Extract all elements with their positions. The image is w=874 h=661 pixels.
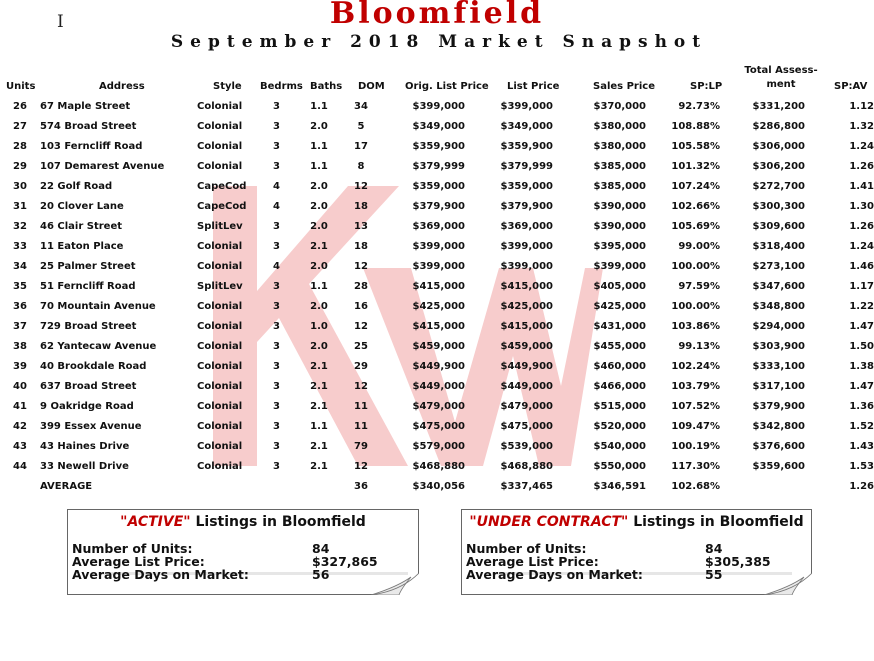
active-listings-panel — [67, 509, 419, 595]
cell-sp-av: 1.17 — [849, 280, 874, 292]
cell-address: 43 Haines Drive — [40, 440, 130, 452]
cell-sp-av: 1.47 — [849, 320, 874, 332]
cell-unit: 37 — [13, 320, 27, 332]
cell-sp-av: 1.47 — [849, 380, 874, 392]
table-row — [0, 416, 874, 436]
cell-dom: 8 — [357, 160, 365, 172]
cell-bedrooms: 3 — [273, 320, 280, 332]
page-curl-icon — [371, 573, 419, 595]
cell-total-assessment: $317,100 — [752, 380, 805, 392]
cell-sp-lp: 107.24% — [671, 180, 720, 192]
cell-sales-price: $466,000 — [593, 380, 646, 392]
cell-bedrooms: 3 — [273, 220, 280, 232]
cell-orig-list-price: $379,900 — [412, 200, 465, 212]
cell-sp-av: 1.41 — [849, 180, 874, 192]
cell-address: 25 Palmer Street — [40, 260, 136, 272]
table-row — [0, 96, 874, 116]
cell-bedrooms: 3 — [273, 280, 280, 292]
cell-dom: 29 — [354, 360, 368, 372]
col-header-orig-list-price: Orig. List Price — [405, 81, 489, 92]
cell-address: 574 Broad Street — [40, 120, 137, 132]
cell-sp-lp: 107.52% — [671, 400, 720, 412]
cell-sp-av: 1.12 — [849, 100, 874, 112]
cell-baths: 1.1 — [310, 100, 328, 112]
col-header-address: Address — [99, 81, 145, 92]
table-row — [0, 176, 874, 196]
cell-total-assessment: $300,300 — [752, 200, 805, 212]
cell-baths: 1.0 — [310, 320, 328, 332]
cell-sp-av: 1.32 — [849, 120, 874, 132]
col-header-list-price: List Price — [507, 81, 560, 92]
cell-sp-av: 1.52 — [849, 420, 874, 432]
cell-orig-list-price: $379,999 — [412, 160, 465, 172]
cell-style: Colonial — [197, 260, 243, 272]
cell-unit: 44 — [13, 460, 27, 472]
cell-unit: 42 — [13, 420, 27, 432]
cell-orig-list-price: $479,000 — [412, 400, 465, 412]
cell-orig-list-price: $475,000 — [412, 420, 465, 432]
cell-bedrooms: 4 — [273, 200, 280, 212]
active-panel-title-emphasis: "ACTIVE" — [120, 514, 191, 530]
cell-orig-list-price: $459,000 — [412, 340, 465, 352]
cell-unit: 28 — [13, 140, 27, 152]
cell-address: 51 Ferncliff Road — [40, 280, 136, 292]
cell-address: 46 Clair Street — [40, 220, 123, 232]
cell-sp-lp: 105.58% — [671, 140, 720, 152]
cell-unit: 35 — [13, 280, 27, 292]
cell-total-assessment: $294,000 — [752, 320, 805, 332]
active-units-label: Number of Units: — [72, 541, 193, 556]
active-avg-dom-value: 56 — [312, 567, 330, 582]
cell-bedrooms: 3 — [273, 420, 280, 432]
cell-dom: 18 — [354, 240, 368, 252]
cell-sp-lp: 100.19% — [671, 440, 720, 452]
cell-style: CapeCod — [197, 180, 247, 192]
cell-sp-av: 1.53 — [849, 460, 874, 472]
cell-baths: 1.1 — [310, 160, 328, 172]
cell-sp-lp: 103.79% — [671, 380, 720, 392]
cell-list-price: $449,900 — [500, 360, 553, 372]
cell-address: 62 Yantecaw Avenue — [40, 340, 157, 352]
cell-list-price: $475,000 — [500, 420, 553, 432]
cell-sales-price: $460,000 — [593, 360, 646, 372]
table-row — [0, 316, 874, 336]
cell-address: 107 Demarest Avenue — [40, 160, 165, 172]
cell-total-assessment: $342,800 — [752, 420, 805, 432]
cell-unit: 26 — [13, 100, 27, 112]
cell-sp-av: 1.36 — [849, 400, 874, 412]
col-header-sales-price: Sales Price — [593, 81, 655, 92]
cell-address: 11 Eaton Place — [40, 240, 124, 252]
cell-bedrooms: 3 — [273, 140, 280, 152]
col-header-baths: Baths — [310, 81, 343, 92]
cell-sp-av: 1.46 — [849, 260, 874, 272]
text-cursor-icon: I — [57, 12, 64, 32]
cell-baths: 2.0 — [310, 340, 328, 352]
cell-address: 67 Maple Street — [40, 100, 131, 112]
cell-baths: 2.1 — [310, 360, 328, 372]
cell-dom: 16 — [354, 300, 368, 312]
cell-orig-list-price: $359,900 — [412, 140, 465, 152]
cell-sp-av: 1.30 — [849, 200, 874, 212]
cell-list-price: $399,000 — [500, 100, 553, 112]
cell-list-price: $359,000 — [500, 180, 553, 192]
cell-sales-price: $515,000 — [593, 400, 646, 412]
cell-style: Colonial — [197, 120, 243, 132]
cell-style: SplitLev — [197, 220, 243, 232]
cell-sales-price: $455,000 — [593, 340, 646, 352]
average-list-price: $337,465 — [500, 480, 553, 492]
cell-address: 637 Broad Street — [40, 380, 137, 392]
cell-total-assessment: $309,600 — [752, 220, 805, 232]
table-row — [0, 196, 874, 216]
cell-unit: 31 — [13, 200, 27, 212]
table-row — [0, 136, 874, 156]
cell-total-assessment: $359,600 — [752, 460, 805, 472]
cell-orig-list-price: $579,000 — [412, 440, 465, 452]
table-row — [0, 336, 874, 356]
col-header-style: Style — [213, 81, 242, 92]
cell-baths: 1.1 — [310, 420, 328, 432]
cell-sp-lp: 108.88% — [671, 120, 720, 132]
cell-dom: 25 — [354, 340, 368, 352]
table-row — [0, 296, 874, 316]
table-row — [0, 276, 874, 296]
cell-style: Colonial — [197, 440, 243, 452]
cell-sp-av: 1.43 — [849, 440, 874, 452]
cell-address: 70 Mountain Avenue — [40, 300, 156, 312]
cell-style: CapeCod — [197, 200, 247, 212]
cell-style: Colonial — [197, 300, 243, 312]
contract-panel-title-text: Listings in Bloomfield — [628, 514, 804, 530]
col-header-total-assessment-line1: Total Assess- — [744, 65, 818, 76]
cell-list-price: $539,000 — [500, 440, 553, 452]
cell-baths: 2.1 — [310, 460, 328, 472]
cell-unit: 39 — [13, 360, 27, 372]
average-label: AVERAGE — [40, 480, 93, 492]
active-avg-price-label: Average List Price: — [72, 554, 205, 569]
average-row — [0, 476, 874, 496]
cell-list-price: $479,000 — [500, 400, 553, 412]
cell-sp-lp: 103.86% — [671, 320, 720, 332]
cell-dom: 28 — [354, 280, 368, 292]
cell-total-assessment: $348,800 — [752, 300, 805, 312]
cell-orig-list-price: $468,880 — [412, 460, 465, 472]
cell-sp-av: 1.24 — [849, 240, 874, 252]
cell-dom: 12 — [354, 460, 368, 472]
table-row — [0, 256, 874, 276]
cell-style: Colonial — [197, 400, 243, 412]
cell-sales-price: $380,000 — [593, 140, 646, 152]
cell-unit: 36 — [13, 300, 27, 312]
cell-total-assessment: $303,900 — [752, 340, 805, 352]
cell-bedrooms: 4 — [273, 260, 280, 272]
table-row — [0, 436, 874, 456]
cell-sales-price: $425,000 — [593, 300, 646, 312]
cell-style: Colonial — [197, 460, 243, 472]
cell-address: 33 Newell Drive — [40, 460, 129, 472]
cell-dom: 5 — [357, 120, 365, 132]
contract-avg-price-value: $305,385 — [705, 554, 771, 569]
cell-dom: 12 — [354, 380, 368, 392]
cell-unit: 34 — [13, 260, 27, 272]
cell-total-assessment: $273,100 — [752, 260, 805, 272]
table-row — [0, 456, 874, 476]
cell-sp-av: 1.26 — [849, 160, 874, 172]
page-title: Bloomfield — [329, 0, 545, 31]
cell-style: Colonial — [197, 380, 243, 392]
cell-sales-price: $395,000 — [593, 240, 646, 252]
cell-list-price: $379,900 — [500, 200, 553, 212]
cell-orig-list-price: $425,000 — [412, 300, 465, 312]
average-cell-empty — [0, 476, 40, 496]
cell-sp-lp: 100.00% — [671, 260, 720, 272]
cell-list-price: $415,000 — [500, 280, 553, 292]
cell-total-assessment: $286,800 — [752, 120, 805, 132]
cell-dom: 11 — [354, 420, 368, 432]
cell-sp-av: 1.50 — [849, 340, 874, 352]
cell-sales-price: $380,000 — [593, 120, 646, 132]
average-sp-lp: 102.68% — [671, 480, 720, 492]
cell-style: Colonial — [197, 420, 243, 432]
cell-sales-price: $390,000 — [593, 220, 646, 232]
cell-unit: 43 — [13, 440, 27, 452]
cell-orig-list-price: $415,000 — [412, 320, 465, 332]
cell-dom: 34 — [354, 100, 368, 112]
active-avg-price-value: $327,865 — [312, 554, 378, 569]
cell-bedrooms: 3 — [273, 120, 280, 132]
cell-dom: 12 — [354, 260, 368, 272]
cell-style: Colonial — [197, 340, 243, 352]
col-header-total-assessment — [736, 64, 826, 92]
cell-orig-list-price: $369,000 — [412, 220, 465, 232]
cell-unit: 40 — [13, 380, 27, 392]
cell-style: Colonial — [197, 360, 243, 372]
cell-bedrooms: 3 — [273, 360, 280, 372]
cell-baths: 2.0 — [310, 120, 328, 132]
cell-bedrooms: 3 — [273, 160, 280, 172]
cell-baths: 2.0 — [310, 260, 328, 272]
cell-list-price: $379,999 — [500, 160, 553, 172]
cell-unit: 41 — [13, 400, 27, 412]
cell-total-assessment: $347,600 — [752, 280, 805, 292]
cell-total-assessment: $331,200 — [752, 100, 805, 112]
cell-baths: 2.1 — [310, 400, 328, 412]
page-curl-icon — [764, 573, 812, 595]
contract-avg-dom-label: Average Days on Market: — [466, 567, 643, 582]
cell-sales-price: $385,000 — [593, 160, 646, 172]
cell-sp-lp: 97.59% — [678, 280, 720, 292]
cell-address: 9 Oakridge Road — [40, 400, 134, 412]
cell-unit: 32 — [13, 220, 27, 232]
cell-total-assessment: $318,400 — [752, 240, 805, 252]
average-orig-list-price: $340,056 — [412, 480, 465, 492]
table-row — [0, 216, 874, 236]
cell-bedrooms: 3 — [273, 240, 280, 252]
contract-panel-title-emphasis: "UNDER CONTRACT" — [469, 514, 629, 530]
active-units-value: 84 — [312, 541, 330, 556]
cell-style: Colonial — [197, 160, 243, 172]
cell-total-assessment: $306,000 — [752, 140, 805, 152]
cell-baths: 2.0 — [310, 200, 328, 212]
cell-total-assessment: $379,900 — [752, 400, 805, 412]
cell-baths: 2.1 — [310, 380, 328, 392]
cell-dom: 79 — [354, 440, 368, 452]
under-contract-panel — [461, 509, 812, 595]
col-header-sp-lp: SP:LP — [690, 81, 723, 92]
cell-sp-lp: 117.30% — [671, 460, 720, 472]
cell-style: SplitLev — [197, 280, 243, 292]
cell-bedrooms: 4 — [273, 180, 280, 192]
cell-sp-lp: 100.00% — [671, 300, 720, 312]
cell-list-price: $468,880 — [500, 460, 553, 472]
cell-bedrooms: 3 — [273, 400, 280, 412]
cell-orig-list-price: $449,900 — [412, 360, 465, 372]
average-dom: 36 — [354, 480, 368, 492]
cell-list-price: $349,000 — [500, 120, 553, 132]
table-row — [0, 116, 874, 136]
cell-orig-list-price: $415,000 — [412, 280, 465, 292]
cell-style: Colonial — [197, 140, 243, 152]
cell-dom: 13 — [354, 220, 368, 232]
cell-unit: 27 — [13, 120, 27, 132]
cell-orig-list-price: $449,000 — [412, 380, 465, 392]
cell-list-price: $459,000 — [500, 340, 553, 352]
average-sales-price: $346,591 — [593, 480, 646, 492]
cell-bedrooms: 3 — [273, 340, 280, 352]
cell-sp-av: 1.22 — [849, 300, 874, 312]
cell-sp-lp: 105.69% — [671, 220, 720, 232]
cell-sp-lp: 109.47% — [671, 420, 720, 432]
col-header-sp-av: SP:AV — [834, 81, 868, 92]
cell-sp-lp: 99.00% — [678, 240, 720, 252]
cell-sp-lp: 101.32% — [671, 160, 720, 172]
cell-address: 729 Broad Street — [40, 320, 137, 332]
cell-list-price: $369,000 — [500, 220, 553, 232]
cell-bedrooms: 3 — [273, 300, 280, 312]
col-header-dom: DOM — [358, 81, 385, 92]
cell-sp-av: 1.38 — [849, 360, 874, 372]
cell-baths: 1.1 — [310, 140, 328, 152]
cell-sp-lp: 102.24% — [671, 360, 720, 372]
cell-list-price: $399,000 — [500, 240, 553, 252]
cell-orig-list-price: $349,000 — [412, 120, 465, 132]
cell-baths: 2.1 — [310, 240, 328, 252]
cell-dom: 12 — [354, 180, 368, 192]
page-subtitle: September 2018 Market Snapshot — [170, 32, 708, 52]
cell-sp-lp: 102.66% — [671, 200, 720, 212]
cell-sales-price: $540,000 — [593, 440, 646, 452]
cell-style: Colonial — [197, 320, 243, 332]
cell-list-price: $449,000 — [500, 380, 553, 392]
active-panel-title-text: Listings in Bloomfield — [190, 514, 366, 530]
cell-sales-price: $431,000 — [593, 320, 646, 332]
col-header-total-assessment-line2: ment — [766, 79, 796, 90]
cell-sales-price: $390,000 — [593, 200, 646, 212]
sales-table — [0, 96, 874, 496]
cell-dom: 17 — [354, 140, 368, 152]
cell-style: Colonial — [197, 100, 243, 112]
cell-sales-price: $520,000 — [593, 420, 646, 432]
cell-orig-list-price: $399,000 — [412, 100, 465, 112]
cell-baths: 1.1 — [310, 280, 328, 292]
cell-style: Colonial — [197, 240, 243, 252]
cell-unit: 33 — [13, 240, 27, 252]
active-panel-title — [68, 514, 418, 530]
cell-dom: 12 — [354, 320, 368, 332]
cell-total-assessment: $272,700 — [752, 180, 805, 192]
cell-address: 103 Ferncliff Road — [40, 140, 143, 152]
contract-units-label: Number of Units: — [466, 541, 587, 556]
contract-avg-price-label: Average List Price: — [466, 554, 599, 569]
cell-baths: 2.0 — [310, 220, 328, 232]
cell-dom: 11 — [354, 400, 368, 412]
cell-baths: 2.1 — [310, 440, 328, 452]
cell-unit: 38 — [13, 340, 27, 352]
cell-bedrooms: 3 — [273, 100, 280, 112]
table-row — [0, 156, 874, 176]
contract-avg-dom-value: 55 — [705, 567, 723, 582]
table-row — [0, 356, 874, 376]
cell-dom: 18 — [354, 200, 368, 212]
cell-orig-list-price: $399,000 — [412, 260, 465, 272]
table-row — [0, 376, 874, 396]
cell-sales-price: $370,000 — [593, 100, 646, 112]
cell-total-assessment: $306,200 — [752, 160, 805, 172]
cell-address: 20 Clover Lane — [40, 200, 124, 212]
contract-units-value: 84 — [705, 541, 723, 556]
cell-sales-price: $405,000 — [593, 280, 646, 292]
table-row — [0, 236, 874, 256]
cell-address: 399 Essex Avenue — [40, 420, 142, 432]
cell-address: 40 Brookdale Road — [40, 360, 147, 372]
cell-address: 22 Golf Road — [40, 180, 113, 192]
cell-baths: 2.0 — [310, 180, 328, 192]
cell-orig-list-price: $359,000 — [412, 180, 465, 192]
cell-list-price: $425,000 — [500, 300, 553, 312]
cell-unit: 30 — [13, 180, 27, 192]
cell-sp-av: 1.26 — [849, 220, 874, 232]
contract-panel-title — [462, 514, 811, 530]
cell-bedrooms: 3 — [273, 460, 280, 472]
cell-total-assessment: $333,100 — [752, 360, 805, 372]
cell-sp-lp: 92.73% — [678, 100, 720, 112]
cell-sales-price: $550,000 — [593, 460, 646, 472]
cell-bedrooms: 3 — [273, 440, 280, 452]
active-avg-dom-label: Average Days on Market: — [72, 567, 249, 582]
table-row — [0, 396, 874, 416]
cell-baths: 2.0 — [310, 300, 328, 312]
cell-sp-av: 1.24 — [849, 140, 874, 152]
cell-list-price: $399,000 — [500, 260, 553, 272]
cell-total-assessment: $376,600 — [752, 440, 805, 452]
cell-sales-price: $385,000 — [593, 180, 646, 192]
col-header-bedrooms: Bedrms — [260, 81, 303, 92]
cell-bedrooms: 3 — [273, 380, 280, 392]
cell-orig-list-price: $399,000 — [412, 240, 465, 252]
col-header-units: Units — [6, 81, 36, 92]
cell-list-price: $359,900 — [500, 140, 553, 152]
cell-sp-lp: 99.13% — [678, 340, 720, 352]
average-sp-av: 1.26 — [849, 480, 874, 492]
cell-sales-price: $399,000 — [593, 260, 646, 272]
cell-unit: 29 — [13, 160, 27, 172]
sales-table-body — [0, 96, 874, 476]
cell-list-price: $415,000 — [500, 320, 553, 332]
